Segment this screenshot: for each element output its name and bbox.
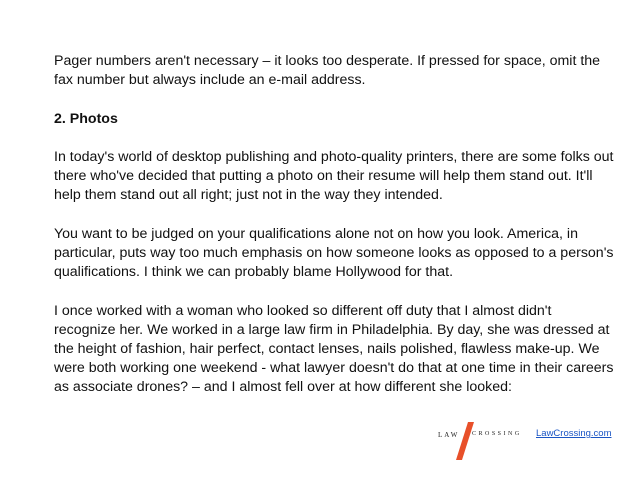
slash-logo-icon	[420, 422, 530, 462]
slide-body	[54, 52, 614, 417]
logo-word-crossing: CROSSING	[472, 431, 522, 437]
paragraph-photos-intro: In today's world of desktop publishing and photo-quality printers, there are some folks out there who've decided that putting a photo on their resume will help them stand out. It'll help them stand out all right; just not in the way they intended.	[54, 148, 614, 204]
section-heading: 2. Photos	[54, 110, 118, 127]
paragraph-qualifications: You want to be judged on your qualifications alone not on how you look. America, in particular, puts way too much emphasis on how someone looks as opposed to a person's qualifications. I think we can probably blame Hollywood for that.	[54, 225, 614, 281]
paragraph-anecdote: I once worked with a woman who looked so different off duty that I almost didn't recognize her. We worked in a large law firm in Philadelphia. By day, she was dressed at the height of fashion, hair perfect, contact lenses, nails polished, flawless make-up. We were both working one weekend - what lawyer doesn't do that at one time in their careers as associate drones? – and I almost fell over at how different she looked:	[54, 302, 614, 396]
lawcrossing-logo	[420, 422, 530, 462]
paragraph-contact-info: Pager numbers aren't necessary – it looks too desperate. If pressed for space, omit the fax number but always include an e-mail address.	[54, 53, 601, 89]
logo-word-law: LAW	[438, 431, 460, 439]
lawcrossing-link[interactable]: LawCrossing.com	[536, 428, 612, 439]
